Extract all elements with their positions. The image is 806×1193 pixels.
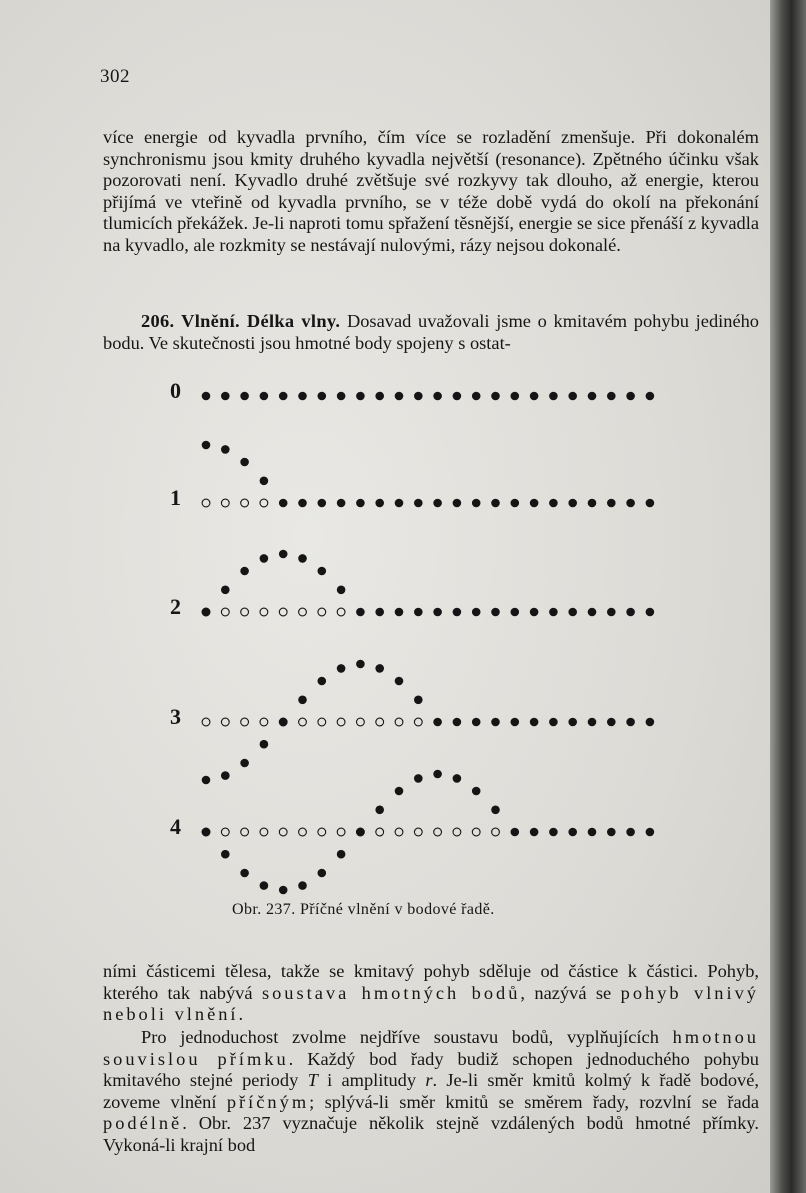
rest-particle	[607, 608, 616, 617]
rest-position-marker	[202, 499, 210, 507]
wave-particle	[395, 677, 404, 686]
rest-particle	[530, 608, 539, 617]
rest-particle	[511, 608, 520, 617]
rest-particle	[568, 828, 577, 837]
rest-particle	[491, 718, 500, 727]
rest-particle	[568, 718, 577, 727]
rest-particle	[414, 392, 423, 401]
transverse-wave-diagram	[160, 370, 680, 900]
rest-position-marker	[221, 608, 229, 616]
section-number: 206.	[141, 311, 175, 331]
rest-particle	[318, 392, 327, 401]
spaced-term: soustava hmotných bodů	[261, 982, 521, 1003]
rest-position-marker	[357, 718, 365, 726]
wave-particle	[240, 869, 249, 878]
wave-particle	[279, 718, 288, 727]
wave-particle	[260, 740, 269, 749]
rest-particle	[318, 499, 327, 508]
rest-particle	[414, 608, 423, 617]
wave-particle	[260, 477, 269, 486]
rest-particle	[414, 499, 423, 508]
wave-particle	[433, 770, 442, 779]
rest-particle	[356, 608, 365, 617]
rest-particle	[511, 718, 520, 727]
rest-position-marker	[337, 718, 345, 726]
rest-particle	[298, 499, 307, 508]
rest-particle	[530, 499, 539, 508]
text-run: , nazývá se	[520, 982, 621, 1003]
wave-particle	[472, 787, 481, 796]
rest-particle	[549, 718, 558, 727]
rest-particle	[549, 828, 558, 837]
rest-position-marker	[414, 718, 422, 726]
rest-particle	[395, 392, 404, 401]
rest-position-marker	[492, 828, 500, 836]
rest-particle	[453, 499, 462, 508]
wave-particle	[221, 850, 230, 859]
wave-particle	[260, 881, 269, 890]
rest-particle	[588, 392, 597, 401]
wave-particle	[453, 774, 462, 783]
rest-particle	[511, 828, 520, 837]
wave-particle	[240, 759, 249, 768]
rest-particle	[646, 828, 655, 837]
rest-position-marker	[318, 608, 326, 616]
rest-particle	[202, 392, 211, 401]
rest-particle	[511, 392, 520, 401]
rest-particle	[279, 392, 288, 401]
text-run: ; splývá-li směr kmitů se směrem řady, rozvlní se řada	[309, 1091, 759, 1112]
wave-particle	[221, 771, 230, 780]
rest-particle	[260, 392, 269, 401]
rest-position-marker	[376, 828, 384, 836]
book-spine-shadow	[770, 0, 806, 1193]
paragraph-wave-definition	[103, 961, 759, 1026]
rest-position-marker	[241, 608, 249, 616]
wave-particle	[298, 696, 307, 705]
rest-particle	[356, 499, 365, 508]
wave-particle	[318, 677, 327, 686]
wave-particle	[318, 869, 327, 878]
rest-particle	[549, 608, 558, 617]
rest-particle	[530, 718, 539, 727]
rest-particle	[588, 608, 597, 617]
rest-position-marker	[279, 828, 287, 836]
text-run: Pro jednoduchost zvolme nejdříve soustavu bodů, vyplňujících	[141, 1027, 673, 1047]
rest-particle	[375, 499, 384, 508]
wave-particle	[395, 787, 404, 796]
rest-particle	[279, 499, 288, 508]
rest-particle	[337, 499, 346, 508]
row-label-4: 4	[170, 814, 181, 839]
rest-particle	[549, 499, 558, 508]
spaced-term: hmotnou souvislou přímku	[103, 1027, 759, 1069]
rest-position-marker	[221, 718, 229, 726]
rest-particle	[433, 392, 442, 401]
wave-particle	[202, 828, 211, 837]
wave-particle	[337, 664, 346, 673]
symbol-r: r	[425, 1070, 433, 1091]
rest-particle	[453, 718, 462, 727]
wave-particle	[202, 441, 211, 450]
rest-position-marker	[279, 608, 287, 616]
text-run: . Obr. 237 vyznačuje několik stejně vzdálených bodů hmotné přímky. Vykoná-li krajní bod	[103, 1113, 759, 1155]
text-run: .	[238, 1004, 244, 1025]
wave-particle	[318, 567, 327, 576]
spaced-term: pohyb vlnivý neboli vlnění	[103, 982, 760, 1025]
rest-particle	[433, 499, 442, 508]
figure-caption: Obr. 237. Příčné vlnění v bodové řadě.	[232, 901, 495, 918]
rest-particle	[588, 828, 597, 837]
rest-position-marker	[453, 828, 461, 836]
text-run: ními částicemi tělesa, takže se kmitavý pohyb sděluje od částice k částici. Pohyb, kterého tak nabývá	[103, 961, 759, 1003]
rest-position-marker	[337, 828, 345, 836]
rest-position-marker	[414, 828, 422, 836]
text-run: . Je-li směr kmitů kolmý k řadě bodové, zoveme vlnění	[103, 1070, 760, 1112]
section-intro-text: Dosavad uvažovali jsme o kmitavém pohybu jediného bodu. Ve skutečnosti jsou hmotné body spojeny s ostat-	[103, 311, 759, 353]
rest-particle	[375, 608, 384, 617]
rest-position-marker	[241, 828, 249, 836]
row-label-3: 3	[170, 704, 181, 729]
wave-particle	[337, 850, 346, 859]
rest-position-marker	[299, 718, 307, 726]
rest-position-marker	[221, 499, 229, 507]
wave-particle	[240, 567, 249, 576]
spaced-term: podélně	[103, 1113, 183, 1134]
rest-position-marker	[260, 608, 268, 616]
symbol-T: T	[307, 1070, 318, 1091]
rest-particle	[626, 499, 635, 508]
rest-position-marker	[472, 828, 480, 836]
rest-particle	[395, 499, 404, 508]
page-number: 302	[100, 66, 130, 87]
rest-particle	[337, 392, 346, 401]
rest-position-marker	[241, 718, 249, 726]
rest-particle	[453, 392, 462, 401]
rest-particle	[646, 608, 655, 617]
text-run: . Každý bod řady budiž schopen jednoduchého pohybu kmitavého stejné periody	[103, 1048, 759, 1091]
rest-particle	[491, 608, 500, 617]
rest-particle	[646, 718, 655, 727]
rest-particle	[375, 392, 384, 401]
rest-particle	[588, 499, 597, 508]
rest-position-marker	[376, 718, 384, 726]
spaced-term: příčným	[226, 1091, 310, 1112]
rest-position-marker	[241, 499, 249, 507]
rest-particle	[433, 718, 442, 727]
rest-particle	[472, 718, 481, 727]
wave-particle	[298, 554, 307, 563]
rest-position-marker	[260, 718, 268, 726]
rest-position-marker	[337, 608, 345, 616]
wave-particle	[279, 550, 288, 559]
wave-particle	[240, 458, 249, 467]
paragraph-resonance: více energie od kyvadla prvního, čím více se rozladění zmenšuje. Při dokonalém synchronismu jsou kmity druhého kyvadla největší (resonance). Zpětného účinku však pozorovati není. Kyvadlo druhé zvětšuje své rozkyvy tak dlouho, až energie, kterou přijímá ve vteřině od kyvadla prvního, se v téže době vydá do okolí na překonání tlumicích překážek. Je-li naproti tomu spřažení těsnější, energie se sice přenáší z kyvadla na kyvadlo, ale rozkmity se nestávají nulovými, rázy nejsou dokonalé.	[103, 127, 759, 255]
rest-particle	[607, 718, 616, 727]
wave-particle	[375, 664, 384, 673]
wave-particle	[356, 828, 365, 837]
rest-particle	[298, 392, 307, 401]
wave-particle	[260, 554, 269, 563]
text-run: i amplitudy	[317, 1070, 426, 1091]
rest-particle	[626, 608, 635, 617]
rest-particle	[395, 608, 404, 617]
rest-particle	[453, 608, 462, 617]
rest-particle	[491, 392, 500, 401]
wave-particle	[414, 774, 423, 783]
rest-particle	[568, 499, 577, 508]
rest-particle	[472, 608, 481, 617]
wave-particle	[202, 608, 211, 617]
row-label-2: 2	[170, 594, 181, 619]
wave-particle	[375, 806, 384, 815]
rest-particle	[607, 392, 616, 401]
rest-particle	[626, 718, 635, 727]
rest-particle	[472, 499, 481, 508]
rest-position-marker	[395, 828, 403, 836]
rest-position-marker	[299, 828, 307, 836]
wave-particle	[221, 445, 230, 454]
wave-particle	[221, 586, 230, 595]
section-206-paragraph	[103, 311, 759, 354]
figure-237	[160, 370, 680, 900]
rest-position-marker	[260, 828, 268, 836]
rest-particle	[568, 608, 577, 617]
row-label-0: 0	[170, 378, 181, 403]
rest-particle	[646, 499, 655, 508]
rest-particle	[240, 392, 249, 401]
rest-particle	[646, 392, 655, 401]
wave-particle	[491, 806, 500, 815]
rest-position-marker	[395, 718, 403, 726]
wave-particle	[414, 696, 423, 705]
rest-particle	[626, 392, 635, 401]
rest-position-marker	[299, 608, 307, 616]
wave-particle	[279, 886, 288, 895]
rest-particle	[588, 718, 597, 727]
rest-position-marker	[260, 499, 268, 507]
rest-particle	[511, 499, 520, 508]
paragraph-transverse-longitudinal	[103, 1027, 759, 1157]
rest-position-marker	[202, 718, 210, 726]
rest-position-marker	[221, 828, 229, 836]
rest-particle	[549, 392, 558, 401]
rest-particle	[626, 828, 635, 837]
rest-particle	[221, 392, 230, 401]
wave-particle	[337, 586, 346, 595]
rest-particle	[491, 499, 500, 508]
rest-particle	[607, 499, 616, 508]
section-title: Vlnění. Délka vlny.	[181, 311, 341, 331]
rest-position-marker	[318, 828, 326, 836]
row-label-1: 1	[170, 485, 181, 510]
wave-particle	[298, 881, 307, 890]
rest-position-marker	[318, 718, 326, 726]
rest-particle	[607, 828, 616, 837]
rest-particle	[530, 828, 539, 837]
wave-particle	[356, 660, 365, 669]
rest-particle	[433, 608, 442, 617]
wave-particle	[202, 776, 211, 785]
rest-particle	[530, 392, 539, 401]
rest-position-marker	[434, 828, 442, 836]
rest-particle	[568, 392, 577, 401]
rest-particle	[356, 392, 365, 401]
rest-particle	[472, 392, 481, 401]
